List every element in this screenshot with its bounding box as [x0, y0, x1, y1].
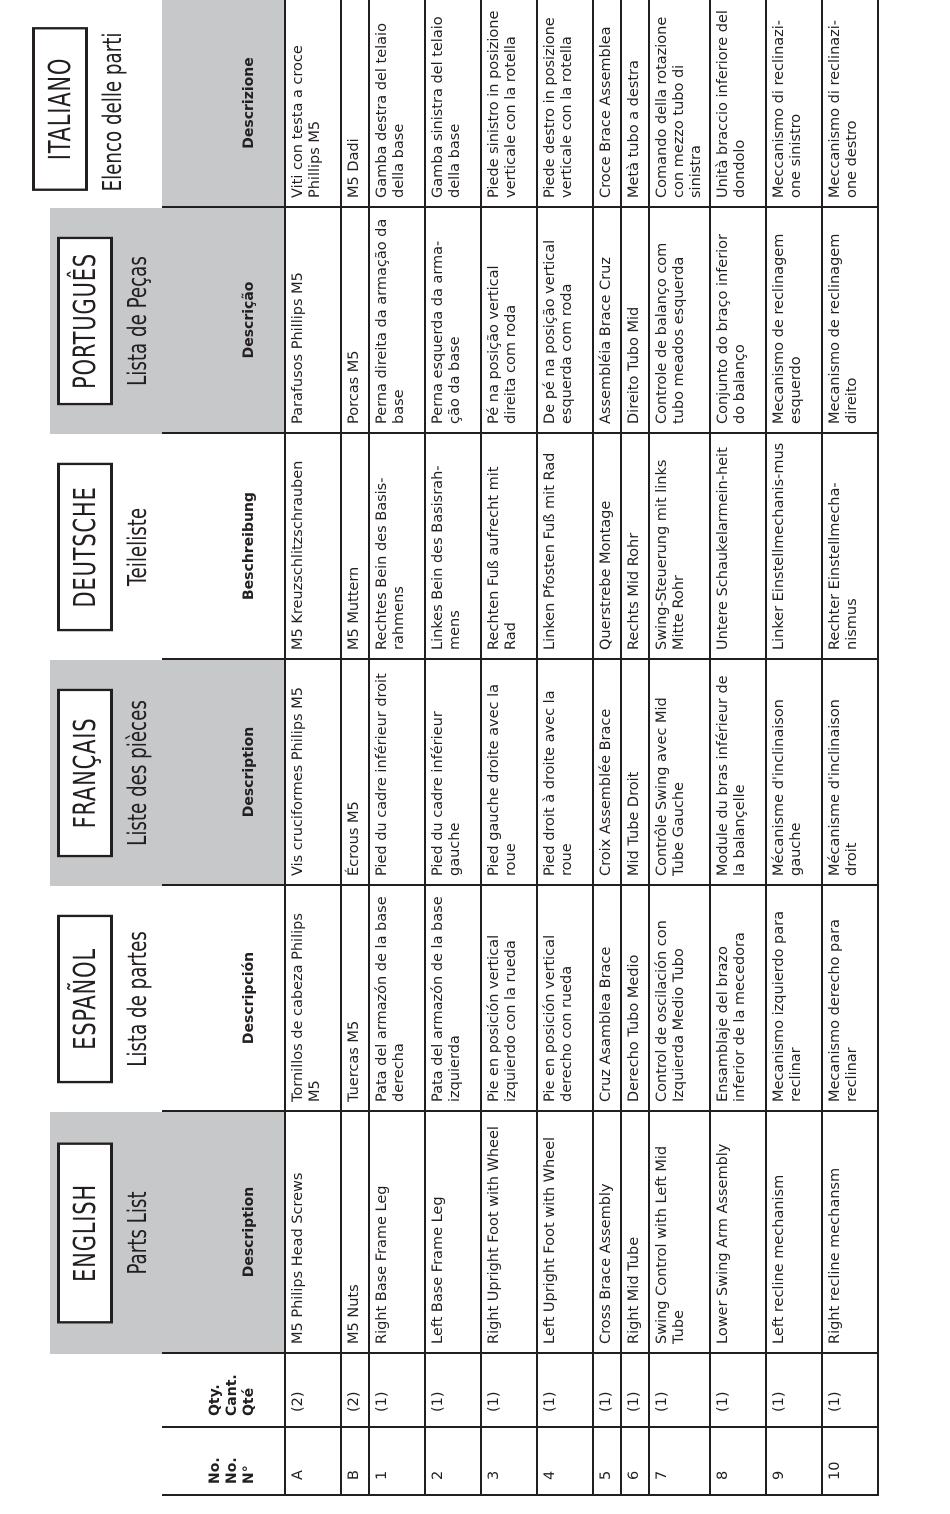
part-number: 2 — [425, 1427, 481, 1495]
header-description-francais: Description — [162, 659, 285, 885]
language-title-espanol: ESPAÑOL — [57, 915, 113, 1083]
part-quantity: (1) — [593, 1353, 621, 1427]
part-description-de: M5 Kreuzschlitzschrauben — [285, 433, 341, 659]
part-description-it: Viti con testa a croce Phillips M5 — [285, 0, 341, 207]
part-number: 5 — [593, 1427, 621, 1495]
part-description-it: Meccanismo di reclinazi-one sinistro — [766, 0, 822, 207]
part-description-en: Right Mid Tube — [621, 1111, 649, 1353]
part-description-de: Untere Schaukelarmein-heit — [710, 433, 766, 659]
part-description-pt: Porcas M5 — [341, 207, 369, 433]
table-row — [766, 0, 822, 1495]
part-description-es: Pie en posición vertical izquierdo con la rueda — [481, 885, 537, 1111]
part-description-fr: Pied du cadre inférieur droit — [369, 659, 425, 885]
part-description-es: Control de oscilación con Izquierda Medio Tubo — [649, 885, 710, 1111]
part-quantity: (1) — [425, 1353, 481, 1427]
header-qty-es: Cant. — [224, 1374, 240, 1416]
header-qty — [162, 1353, 285, 1427]
header-no-fr: N° — [241, 1465, 257, 1484]
table-row — [425, 0, 481, 1495]
part-number: 4 — [537, 1427, 593, 1495]
header-no — [162, 1427, 285, 1495]
part-description-de: Rechts Mid Rohr — [621, 433, 649, 659]
header-description-italiano: Descrizione — [162, 0, 285, 207]
table-row — [285, 0, 341, 1495]
header-description-espanol: Descripción — [162, 885, 285, 1111]
list-title-deutsche: Teileliste — [123, 507, 153, 587]
part-quantity: (2) — [341, 1353, 369, 1427]
part-quantity: (1) — [710, 1353, 766, 1427]
header-no-es: No. — [224, 1457, 240, 1484]
header-qty-en: Qty. — [207, 1384, 223, 1416]
part-description-pt: Perna esquerda da arma-ção da base — [425, 207, 481, 433]
part-description-es: Pata del armazón de la base izquierda — [425, 885, 481, 1111]
part-description-en: Cross Brace Assembly — [593, 1111, 621, 1353]
part-description-pt: Pé na posição vertical direita com roda — [481, 207, 537, 433]
part-number: 6 — [621, 1427, 649, 1495]
part-description-es: Tuercas M5 — [341, 885, 369, 1111]
part-description-pt: Parafusos Phillips M5 — [285, 207, 341, 433]
language-header-band — [0, 0, 162, 1514]
part-description-de: Rechtes Bein des Basis-rahmens — [369, 433, 425, 659]
list-title-francais: Liste des pièces — [123, 700, 153, 846]
language-title-francais: FRANÇAIS — [57, 689, 113, 857]
part-description-es: Ensamblaje del brazo inferior de la mecedora — [710, 885, 766, 1111]
part-description-it: Gamba destra del telaio della base — [369, 0, 425, 207]
part-description-es: Tornillos de cabeza Philips M5 — [285, 885, 341, 1111]
part-description-fr: Mid Tube Droit — [621, 659, 649, 885]
language-title-deutsche: DEUTSCHE — [57, 463, 113, 631]
part-number: 7 — [649, 1427, 710, 1495]
part-description-de: Rechten Fuß aufrecht mit Rad — [481, 433, 537, 659]
part-description-pt: Direito Tubo Mid — [621, 207, 649, 433]
table-row — [481, 0, 537, 1495]
language-title-portugues: PORTUGUÊS — [57, 237, 113, 405]
part-description-fr: Croix Assemblée Brace — [593, 659, 621, 885]
part-description-de: M5 Muttern — [341, 433, 369, 659]
part-description-es: Pie en posición vertical derecho con rueda — [537, 885, 593, 1111]
part-description-fr: Écrous M5 — [341, 659, 369, 885]
table-row — [341, 0, 369, 1495]
table-header-row — [162, 0, 285, 1495]
header-description-english: Description — [162, 1111, 285, 1353]
part-description-it: Croce Brace Assemblea — [593, 0, 621, 207]
part-description-it: Piede sinistro in posizione verticale con la rotella — [481, 0, 537, 207]
table-row — [649, 0, 710, 1495]
table-row — [369, 0, 425, 1495]
part-quantity: (1) — [369, 1353, 425, 1427]
part-description-fr: Vis cruciformes Philips M5 — [285, 659, 341, 885]
part-number: B — [341, 1427, 369, 1495]
part-number: A — [285, 1427, 341, 1495]
part-description-de: Linkes Bein des Basisrah-mens — [425, 433, 481, 659]
part-description-pt: De pé na posição vertical esquerda com roda — [537, 207, 593, 433]
language-title-english: ENGLISH — [57, 1143, 113, 1324]
part-description-de: Linken Pfosten Fuß mit Rad — [537, 433, 593, 659]
part-description-en: Left Upright Foot with Wheel — [537, 1111, 593, 1353]
part-description-pt: Mecanismo de reclinagem esquerdo — [766, 207, 822, 433]
part-description-es: Mecanismo izquierdo para reclinar — [766, 885, 822, 1111]
part-description-en: Right Base Frame Leg — [369, 1111, 425, 1353]
part-description-en: Lower Swing Arm Assembly — [710, 1111, 766, 1353]
part-description-fr: Module du bras inférieur de la balançelle — [710, 659, 766, 885]
part-number: 8 — [710, 1427, 766, 1495]
part-number: 3 — [481, 1427, 537, 1495]
part-quantity: (1) — [537, 1353, 593, 1427]
part-description-fr: Mécanisme d'inclinaison gauche — [766, 659, 822, 885]
table-row — [593, 0, 621, 1495]
part-description-it: Metà tubo a destra — [621, 0, 649, 207]
table-row — [621, 0, 649, 1495]
list-title-espanol: Lista de partes — [123, 931, 153, 1067]
part-description-es: Pata del armazón de la base derecha — [369, 885, 425, 1111]
part-description-es: Mecanismo derecho para reclinar — [822, 885, 878, 1111]
part-description-en: Swing Control with Left Mid Tube — [649, 1111, 710, 1353]
table-row — [537, 0, 593, 1495]
part-quantity: (2) — [285, 1353, 341, 1427]
part-description-pt: Mecanismo de reclinagem direito — [822, 207, 878, 433]
part-description-pt: Perna direita da armação da base — [369, 207, 425, 433]
part-number: 9 — [766, 1427, 822, 1495]
part-number: 10 — [822, 1427, 878, 1495]
part-number: 1 — [369, 1427, 425, 1495]
header-description-deutsche: Beschreibung — [162, 433, 285, 659]
part-quantity: (1) — [766, 1353, 822, 1427]
header-no-en: No. — [207, 1457, 223, 1484]
header-qty-fr: Qté — [241, 1387, 257, 1416]
part-description-es: Derecho Tubo Medio — [621, 885, 649, 1111]
part-description-it: Piede destro in posizione verticale con la rotella — [537, 0, 593, 207]
part-description-it: Unità braccio inferiore del dondolo — [710, 0, 766, 207]
part-description-fr: Pied du cadre inférieur gauche — [425, 659, 481, 885]
parts-table — [162, 0, 879, 1496]
part-description-pt: Conjunto do braço inferior do balanço — [710, 207, 766, 433]
part-description-en: Left Base Frame Leg — [425, 1111, 481, 1353]
header-description-portugues: Descrição — [162, 207, 285, 433]
part-description-it: Gamba sinistra del telaio della base — [425, 0, 481, 207]
part-description-en: Right recline mechansm — [822, 1111, 878, 1353]
part-quantity: (1) — [822, 1353, 878, 1427]
part-description-es: Cruz Asamblea Brace — [593, 885, 621, 1111]
language-title-italiano: ITALIANO — [32, 27, 88, 191]
part-description-en: M5 Philips Head Screws — [285, 1111, 341, 1353]
part-description-de: Linker Einstellmechanis-mus — [766, 433, 822, 659]
part-description-en: M5 Nuts — [341, 1111, 369, 1353]
part-description-pt: Assembléia Brace Cruz — [593, 207, 621, 433]
part-description-fr: Mécanisme d'inclinaison droit — [822, 659, 878, 885]
part-description-fr: Contrôle Swing avec Mid Tube Gauche — [649, 659, 710, 885]
part-quantity: (1) — [649, 1353, 710, 1427]
table-row — [710, 0, 766, 1495]
part-description-de: Swing-Steuerung mit links Mitte Rohr — [649, 433, 710, 659]
list-title-portugues: Lista de Peças — [123, 256, 153, 386]
part-description-en: Right Upright Foot with Wheel — [481, 1111, 537, 1353]
part-description-it: M5 Dadi — [341, 0, 369, 207]
part-description-it: Meccanismo di reclinazi-one destro — [822, 0, 878, 207]
part-quantity: (1) — [621, 1353, 649, 1427]
part-description-en: Left recline mechanism — [766, 1111, 822, 1353]
part-description-fr: Pied gauche droite avec la roue — [481, 659, 537, 885]
part-quantity: (1) — [481, 1353, 537, 1427]
list-title-english: Parts List — [123, 1191, 153, 1275]
part-description-de: Querstrebe Montage — [593, 433, 621, 659]
list-title-italiano: Elenco delle parti — [98, 32, 128, 192]
part-description-fr: Pied droit à droite avec la roue — [537, 659, 593, 885]
table-row — [822, 0, 878, 1495]
part-description-it: Comando della rotazione con mezzo tubo di sinistra — [649, 0, 710, 207]
part-description-de: Rechter Einstellmecha-nismus — [822, 433, 878, 659]
part-description-pt: Controle de balanço com tubo meados esquerda — [649, 207, 710, 433]
